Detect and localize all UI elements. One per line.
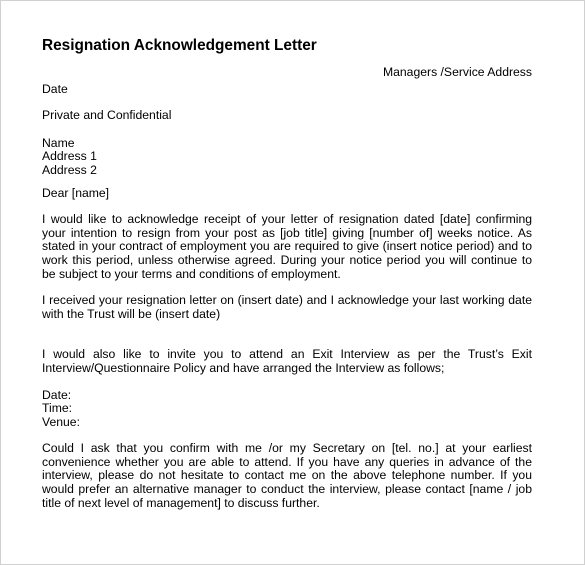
interview-date-label: Date:: [42, 387, 72, 402]
address-line-2: Address 2: [42, 162, 97, 177]
paragraph-acknowledgement: I would like to acknowledge receipt of your letter of resignation dated [date] confirming your intention to resign from your post as [job title] giving [number of] weeks notice. As stated in your contract of employment you are required to give (insert notice period) and to work this period, unless otherwise agreed. During your notice period you will continue to be subject to your terms and conditions of employment.: [42, 212, 532, 281]
recipient-address: [42, 137, 532, 178]
confidential-line: Private and Confidential: [42, 108, 172, 123]
address-line-1: Address 1: [42, 149, 97, 164]
interview-details: [42, 389, 532, 430]
paragraph-confirmation: Could I ask that you confirm with me /or my Secretary on [tel. no.] at your earliest convenience whether you are able to attend. If you have any queries in advance of the interview, please do not hesitate to contact me on the above telephone number. If you would prefer an alternative manager to conduct the interview, please contact [name / job title of next level of management] to discuss further.: [42, 441, 532, 510]
letter-title: Resignation Acknowledgement Letter: [42, 37, 317, 54]
salutation: Dear [name]: [42, 185, 110, 200]
managers-address: Managers /Service Address: [382, 65, 532, 79]
letter-body: [42, 37, 532, 510]
address-name: Name: [42, 135, 75, 150]
interview-venue-label: Venue:: [42, 414, 80, 429]
date-line: Date: [42, 81, 68, 96]
paragraph-last-working-date: I received your resignation letter on (insert date) and I acknowledge your last working date with the Trust will be (insert date): [42, 293, 532, 321]
interview-time-label: Time:: [42, 401, 73, 416]
paragraph-exit-interview: I would also like to invite you to attend an Exit Interview as per the Trust’s Exit Interview/Questionnaire Policy and have arranged the Interview as follows;: [42, 347, 532, 375]
